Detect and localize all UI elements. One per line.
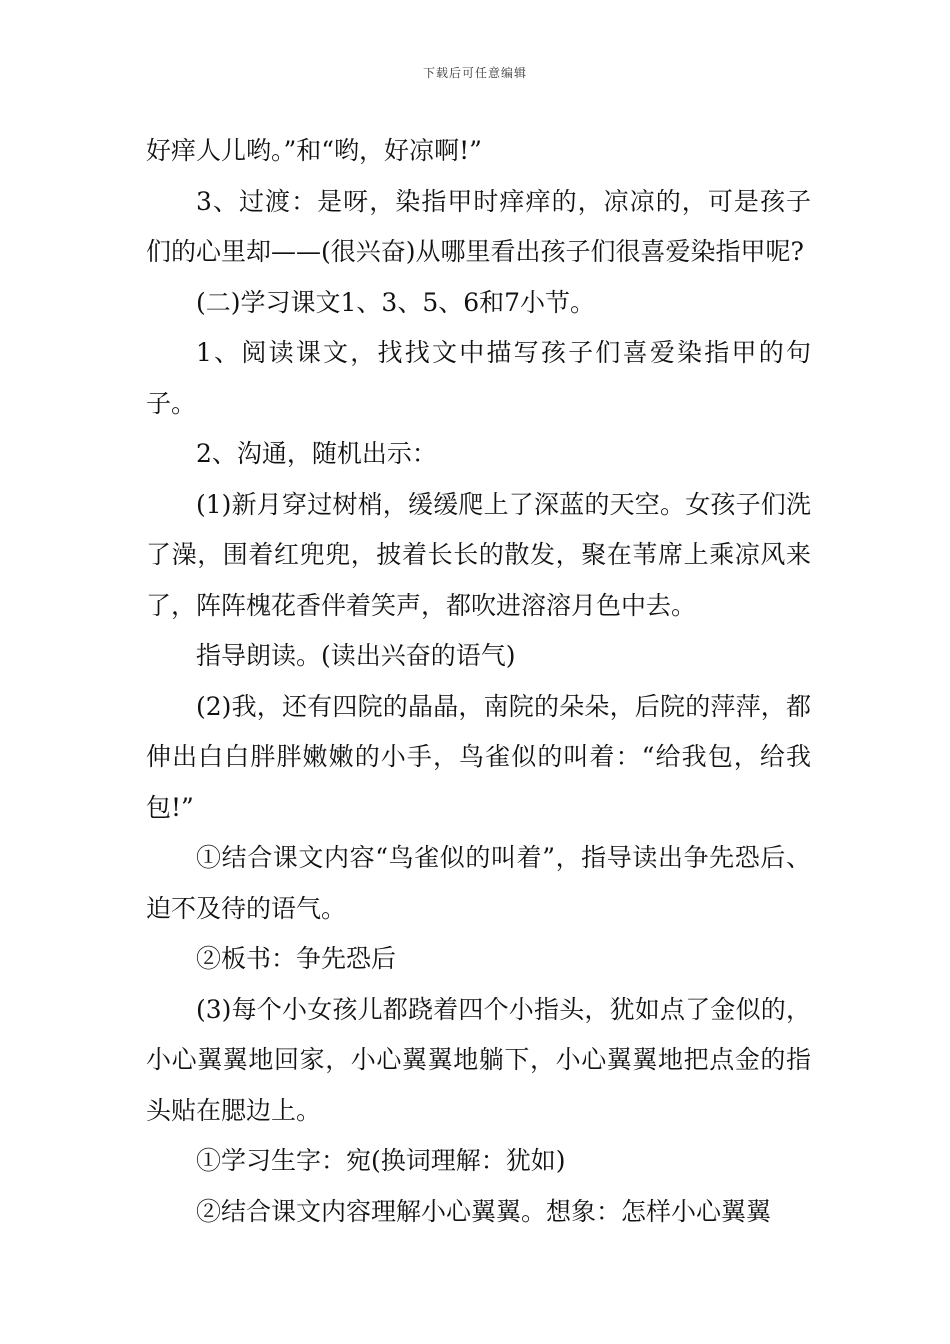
paragraph-8: (2)我，还有四院的晶晶，南院的朵朵，后院的萍萍，都伸出白白胖胖嫩嫩的小手，鸟雀似的叫着：“给我包，给我包!”: [146, 691, 811, 822]
paragraph-11: (3)每个小女孩儿都跷着四个小指头，犹如点了金似的，小心翼翼地回家，小心翼翼地躺下，小心翼翼地把点金的指头贴在腮边上。: [146, 994, 811, 1125]
paragraph-3: (二)学习课文1、3、5、6和7小节。: [196, 287, 596, 317]
page-header: 下载后可任意编辑: [422, 66, 527, 80]
paragraph-13: ②结合课文内容理解小心翼翼。想象：怎样小心翼翼: [196, 1196, 772, 1226]
paragraph-10: ②板书：争先恐后: [196, 944, 397, 973]
paragraph-6: (1)新月穿过树梢，缓缓爬上了深蓝的天空。女孩子们洗了澡，围着红兜兜，披着长长的散发，聚在苇席上乘凉风来了，阵阵槐花香伴着笑声，都吹进溶溶月色中去。: [146, 489, 811, 620]
paragraph-2: 3、过渡：是呀，染指甲时痒痒的，凉凉的，可是孩子们的心里却——(很兴奋)从哪里看出孩子们很喜爱染指甲呢?: [146, 186, 811, 266]
document-body: [146, 126, 811, 1237]
paragraph-5: 2、沟通，随机出示：: [196, 439, 437, 468]
paragraph-1: 好痒人儿哟。”和“哟，好凉啊!”: [146, 136, 482, 165]
paragraph-9: ①结合课文内容“鸟雀似的叫着”，指导读出争先恐后、迫不及待的语气。: [146, 843, 811, 923]
paragraph-7: 指导朗读。(读出兴奋的语气): [196, 641, 516, 670]
paragraph-4: 1、阅读课文，找找文中描写孩子们喜爱染指甲的句子。: [146, 338, 811, 418]
paragraph-12: ①学习生字：宛(换词理解：犹如): [196, 1146, 566, 1175]
